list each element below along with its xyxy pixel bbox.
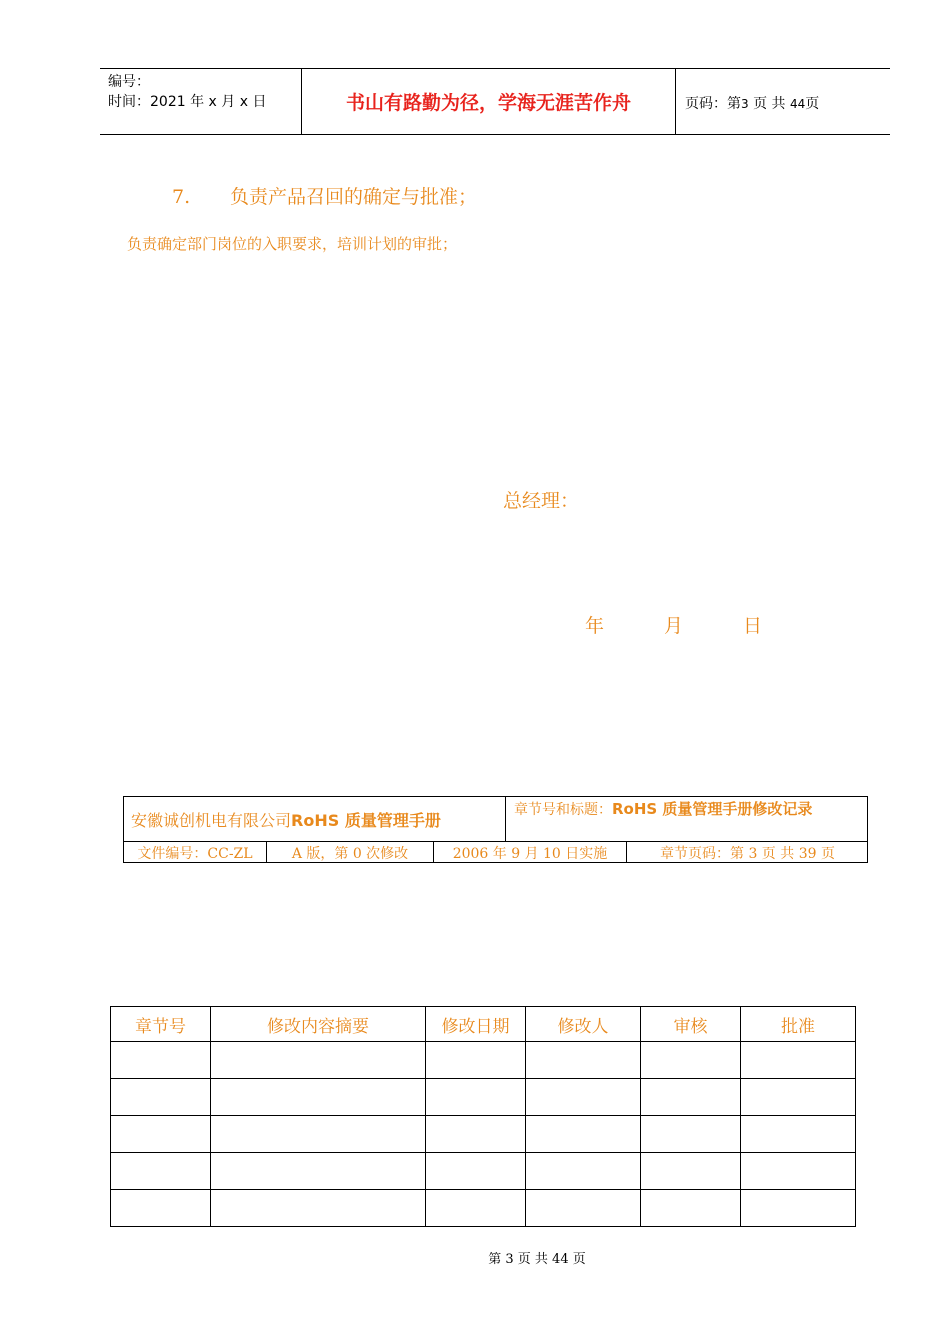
table-cell xyxy=(741,1153,856,1190)
col-header-review: 审核 xyxy=(641,1007,741,1042)
table-cell xyxy=(426,1190,526,1227)
code-label: 编号： xyxy=(108,74,150,90)
general-manager-signature: 总经理： xyxy=(503,490,580,512)
col-header-modifier: 修改人 xyxy=(526,1007,641,1042)
doc-number: 文件编号：CC-ZL xyxy=(137,846,253,862)
manual-header-divider xyxy=(505,796,506,841)
manual-header-row-rule xyxy=(123,841,868,842)
section-page: 章节页码：第 3 页 共 39 页 xyxy=(660,846,835,862)
revision-record-table xyxy=(110,1006,856,1227)
table-cell xyxy=(526,1042,641,1079)
page-prefix: 页码：第 xyxy=(685,96,741,112)
header-top-rule xyxy=(100,68,890,69)
header-motto: 书山有路勤为径，学海无涯苦作舟 xyxy=(345,92,631,114)
table-cell xyxy=(641,1042,741,1079)
col-header-summary: 修改内容摘要 xyxy=(211,1007,426,1042)
table-cell xyxy=(526,1153,641,1190)
table-row xyxy=(111,1116,856,1153)
table-cell xyxy=(641,1190,741,1227)
company-name: 安徽诚创机电有限公司 xyxy=(131,811,292,830)
table-row xyxy=(111,1042,856,1079)
header-bottom-rule xyxy=(100,134,890,135)
effective-date: 2006 年 9 月 10 日实施 xyxy=(452,846,608,862)
col-header-date: 修改日期 xyxy=(426,1007,526,1042)
page-total: 44 xyxy=(790,97,806,111)
item-text: 负责产品召回的确定与批准； xyxy=(230,186,478,208)
page-footer xyxy=(0,1248,950,1267)
col-header-section: 章节号 xyxy=(111,1007,211,1042)
table-row xyxy=(111,1079,856,1116)
table-cell xyxy=(111,1153,211,1190)
table-row xyxy=(111,1153,856,1190)
table-cell xyxy=(211,1042,426,1079)
table-cell xyxy=(741,1190,856,1227)
table-cell xyxy=(111,1190,211,1227)
date-month: 月 xyxy=(664,615,684,637)
table-cell xyxy=(211,1079,426,1116)
table-cell xyxy=(741,1042,856,1079)
table-cell xyxy=(641,1153,741,1190)
manual-title: RoHS 质量管理手册 xyxy=(291,811,441,830)
table-cell xyxy=(111,1079,211,1116)
table-cell xyxy=(741,1116,856,1153)
table-cell xyxy=(526,1079,641,1116)
table-cell xyxy=(426,1042,526,1079)
header-divider-right xyxy=(675,68,676,135)
company-manual-title xyxy=(131,808,441,831)
footer-page-number: 第 3 页 共 44 页 xyxy=(488,1252,586,1267)
table-cell xyxy=(526,1116,641,1153)
section-title-cell xyxy=(514,799,864,820)
table-cell xyxy=(211,1190,426,1227)
table-cell xyxy=(426,1116,526,1153)
page-current: 3 xyxy=(741,97,749,111)
table-cell xyxy=(526,1190,641,1227)
table-header-row xyxy=(111,1007,856,1042)
table-cell xyxy=(211,1153,426,1190)
table-cell xyxy=(741,1079,856,1116)
header-meta xyxy=(108,72,298,112)
table-cell xyxy=(111,1042,211,1079)
page-suffix: 页 xyxy=(805,96,820,112)
table-cell xyxy=(111,1116,211,1153)
page-mid: 页 共 xyxy=(753,96,786,112)
table-cell xyxy=(211,1116,426,1153)
responsibility-item-7 xyxy=(172,182,477,209)
table-cell xyxy=(641,1079,741,1116)
responsibility-line: 负责确定部门岗位的入职要求，培训计划的审批； xyxy=(127,235,458,253)
section-title: RoHS 质量管理手册修改记录 xyxy=(612,800,813,818)
date-year: 年 xyxy=(585,615,605,637)
table-row xyxy=(111,1190,856,1227)
col-header-approve: 批准 xyxy=(741,1007,856,1042)
header-page-number xyxy=(685,93,885,113)
table-cell xyxy=(641,1116,741,1153)
table-cell xyxy=(426,1153,526,1190)
item-number: 7. xyxy=(172,186,191,208)
time-text: 时间：2021 年 x 月 x 日 xyxy=(108,94,267,110)
date-day: 日 xyxy=(743,615,763,637)
version: A 版，第 0 次修改 xyxy=(291,846,409,862)
signature-date xyxy=(585,611,762,638)
section-label: 章节号和标题： xyxy=(514,802,612,818)
table-cell xyxy=(426,1079,526,1116)
